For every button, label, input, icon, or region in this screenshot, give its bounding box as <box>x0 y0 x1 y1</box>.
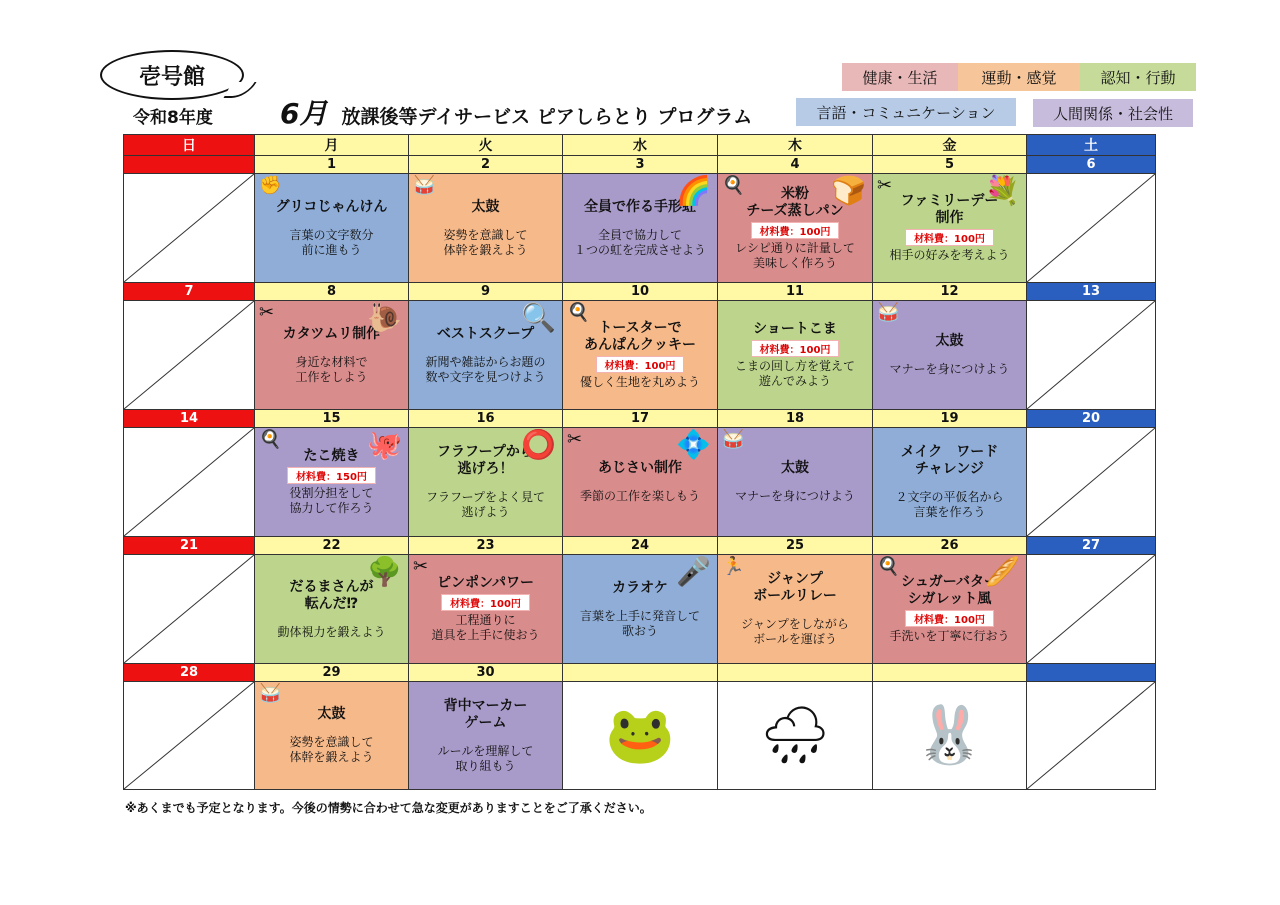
material-fee-badge: 材料費：100円 <box>905 610 994 627</box>
date-number: 26 <box>873 537 1027 555</box>
date-number: 15 <box>255 410 409 428</box>
activity-description: ２文字の平仮名から 言葉を作ろう <box>895 490 1004 519</box>
date-number: 9 <box>409 283 563 301</box>
activity-name: ピンポンパワー <box>436 575 535 591</box>
date-row <box>124 156 1156 174</box>
date-number: 13 <box>1027 283 1156 301</box>
date-number: 10 <box>563 283 718 301</box>
date-row <box>124 537 1156 555</box>
date-number: 28 <box>124 664 255 682</box>
scissors-icon: ✂ <box>877 175 893 196</box>
activity-name: ファミリーデー 制作 <box>900 193 999 226</box>
activity-cell <box>255 682 409 790</box>
illustration-cell <box>718 682 873 790</box>
activity-description: 全員で協力して １つの虹を完成させよう <box>573 227 706 257</box>
weekday-header: 日 <box>124 135 255 156</box>
activity-cell <box>563 555 718 664</box>
drum-icon: 🥁 <box>877 302 900 323</box>
pan-icon: 🍳 <box>567 302 590 323</box>
activity-name: 全員で作る手形虹 <box>584 198 696 215</box>
diagonal-line <box>1027 555 1155 663</box>
activity-description: レシピ通りに計量して 美味しく作ろう <box>735 240 855 270</box>
pan-icon: 🍳 <box>877 556 900 577</box>
activity-description: 言葉を上手に発音して 歌おう <box>579 608 700 638</box>
date-number <box>718 664 873 682</box>
activity-name: カラオケ <box>612 579 668 596</box>
weekday-header: 土 <box>1027 135 1156 156</box>
pan-illustration-icon: 🐙 <box>367 428 402 461</box>
activity-row <box>124 682 1156 790</box>
activity-name: 太鼓 <box>781 460 809 476</box>
activity-name: グリコじゃんけん <box>275 198 388 215</box>
activity-description: 役割分担をして 協力して作ろう <box>289 486 374 515</box>
date-number: 7 <box>124 283 255 301</box>
material-fee-badge: 材料費：150円 <box>287 467 376 484</box>
activity-name: たこ焼き <box>303 448 360 464</box>
activity-name: ジャンプ ボールリレー <box>753 571 837 604</box>
no-service-cell <box>124 555 255 664</box>
activity-cell <box>255 555 409 664</box>
date-number: 22 <box>255 537 409 555</box>
scissors-illustration-icon: 🐌 <box>367 301 402 334</box>
date-number: 17 <box>563 410 718 428</box>
date-number: 29 <box>255 664 409 682</box>
activity-name: カタツムリ制作 <box>282 325 381 342</box>
diagonal-line <box>1027 682 1155 789</box>
activity-name: シュガーバター シガレット風 <box>900 574 999 607</box>
date-number: 12 <box>873 283 1027 301</box>
pan-illustration-icon: 🍞 <box>831 174 866 207</box>
activity-description: 姿勢を意識して 体幹を鍛えよう <box>289 735 374 764</box>
no-service-cell <box>124 682 255 790</box>
date-number: 30 <box>409 664 563 682</box>
activity-description: ルールを理解して 取り組もう <box>437 743 534 773</box>
program-title: 放課後等デイサービス ピアしらとり プログラム <box>341 106 753 128</box>
date-number: 14 <box>124 410 255 428</box>
no-service-cell <box>124 301 255 410</box>
rain-frog-illustration: 🐸 <box>605 702 675 768</box>
activity-name: ベストスクープ <box>436 325 535 342</box>
rabbit-window-illustration: 🐰 <box>914 702 985 768</box>
diagonal-line <box>124 301 254 409</box>
activity-cell <box>255 428 409 537</box>
activity-name: だるまさんが 転んだ⁉ <box>289 578 374 612</box>
weekday-header-row <box>124 135 1156 156</box>
date-row <box>124 283 1156 301</box>
date-number: 25 <box>718 537 873 555</box>
date-number: 1 <box>255 156 409 174</box>
date-number <box>124 156 255 174</box>
activity-cell <box>563 174 718 283</box>
date-number <box>1027 664 1156 682</box>
legend-movement: 運動・感覚 <box>958 63 1080 91</box>
hydrangea-rain-illustration: 🌧 <box>759 702 831 768</box>
activity-row <box>124 555 1156 664</box>
singing-kids-illustration-icon: 🎤 <box>676 555 711 588</box>
activity-name: ショートこま <box>753 321 837 337</box>
facility-name: 壱号館 <box>138 64 205 90</box>
date-number <box>873 664 1027 682</box>
date-number: 2 <box>409 156 563 174</box>
activity-description: マナーを身につけよう <box>889 362 1010 376</box>
weekday-header: 水 <box>563 135 718 156</box>
legend-cognition: 認知・行動 <box>1080 63 1196 91</box>
janken-hands-icon: ✊ <box>259 175 282 196</box>
activity-cell <box>409 682 563 790</box>
weekday-header: 木 <box>718 135 873 156</box>
weekday-header: 火 <box>409 135 563 156</box>
page-title <box>280 92 752 132</box>
date-number: 19 <box>873 410 1027 428</box>
weekday-header: 月 <box>255 135 409 156</box>
fiscal-year: 令和8年度 <box>133 108 213 128</box>
activity-description: 手洗いを丁寧に行おう <box>889 629 1010 643</box>
activity-cell <box>255 301 409 410</box>
magnifier-illustration-icon: 🔍 <box>521 301 556 334</box>
no-service-cell <box>1027 428 1156 537</box>
diagonal-line <box>124 428 254 536</box>
calendar-grid <box>123 134 1156 790</box>
activity-name: 太鼓 <box>471 198 500 215</box>
footnote: ※あくまでも予定となります。今後の情勢に合わせて急な変更がありますことをご了承ください。 <box>125 801 652 815</box>
activity-name: 太鼓 <box>935 333 964 349</box>
diagonal-line <box>124 174 254 282</box>
legend-health: 健康・生活 <box>842 63 958 91</box>
date-row <box>124 410 1156 428</box>
scissors-illustration-icon: 💐 <box>985 174 1020 207</box>
activity-cell <box>563 301 718 410</box>
activity-cell <box>873 301 1027 410</box>
activity-name: メイク ワード チャレンジ <box>900 444 999 477</box>
activity-row <box>124 428 1156 537</box>
activity-cell <box>718 301 873 410</box>
facility-bubble <box>100 50 244 100</box>
date-number: 6 <box>1027 156 1156 174</box>
activity-row <box>124 301 1156 410</box>
material-fee-badge: 材料費：100円 <box>596 356 685 373</box>
activity-cell <box>409 174 563 283</box>
scissors-icon: ✂ <box>259 302 275 323</box>
activity-row <box>124 174 1156 283</box>
activity-name: 背中マーカー ゲーム <box>443 697 528 731</box>
activity-description: 新聞や雑誌からお題の 数や文字を見つけよう <box>425 354 546 384</box>
illustration-cell <box>563 682 718 790</box>
activity-cell <box>873 555 1027 664</box>
pan-icon: 🍳 <box>259 429 282 450</box>
date-number: 21 <box>124 537 255 555</box>
activity-cell <box>563 428 718 537</box>
date-number: 11 <box>718 283 873 301</box>
activity-cell <box>718 174 873 283</box>
activity-description: フラフープをよく見て 逃げよう <box>425 490 546 519</box>
activity-name: フラフープから 逃げろ！ <box>437 444 534 477</box>
scissors-icon: ✂ <box>567 429 583 450</box>
date-number <box>563 664 718 682</box>
activity-description: マナーを身につけよう <box>735 489 855 503</box>
activity-description: 身近な材料で 工作をしよう <box>295 354 368 384</box>
material-fee-badge: 材料費：100円 <box>441 594 530 611</box>
activity-cell <box>873 428 1027 537</box>
no-service-cell <box>1027 682 1156 790</box>
illustration-cell <box>873 682 1027 790</box>
pan-illustration-icon: 🥖 <box>985 555 1020 588</box>
activity-name: 米粉 チーズ蒸しパン <box>746 185 844 219</box>
scissors-icon: ✂ <box>413 556 429 577</box>
weekday-header: 金 <box>873 135 1027 156</box>
activity-description: 優しく生地を丸めよう <box>579 375 700 389</box>
activity-name: あじさい制作 <box>598 460 682 476</box>
material-fee-badge: 材料費：100円 <box>905 229 994 246</box>
date-number: 16 <box>409 410 563 428</box>
diagonal-line <box>124 682 254 789</box>
activity-cell <box>718 555 873 664</box>
activity-cell <box>409 428 563 537</box>
diagonal-line <box>124 555 254 663</box>
rainbow-illustration-icon: 🌈 <box>676 174 711 207</box>
no-service-cell <box>124 428 255 537</box>
pan-icon: 🍳 <box>722 175 745 196</box>
activity-description: 動体視力を鍛えよう <box>277 624 386 639</box>
date-number: 3 <box>563 156 718 174</box>
no-service-cell <box>124 174 255 283</box>
no-service-cell <box>1027 174 1156 283</box>
date-number: 4 <box>718 156 873 174</box>
date-number: 20 <box>1027 410 1156 428</box>
activity-description: ジャンプをしながら ボールを運ぼう <box>741 617 849 646</box>
activity-cell <box>718 428 873 537</box>
diagonal-line <box>1027 301 1155 409</box>
diagonal-line <box>1027 428 1155 536</box>
activity-cell <box>409 555 563 664</box>
date-number: 18 <box>718 410 873 428</box>
activity-description: 姿勢を意識して 体幹を鍛えよう <box>443 227 528 257</box>
date-number: 8 <box>255 283 409 301</box>
activity-description: こまの回し方を覚えて 遊んでみよう <box>734 359 855 388</box>
drum-icon: 🥁 <box>259 683 282 704</box>
activity-description: 工程通りに 道具を上手に使おう <box>431 613 540 642</box>
no-service-cell <box>1027 301 1156 410</box>
activity-cell <box>873 174 1027 283</box>
drum-icon: 🥁 <box>722 429 745 450</box>
date-number: 5 <box>873 156 1027 174</box>
hula-hoop-illustration-icon: ⭕ <box>521 428 556 461</box>
activity-name: 太鼓 <box>317 706 346 722</box>
legend-language: 言語・コミュニケーション <box>796 98 1016 126</box>
diagonal-line <box>1027 174 1155 282</box>
activity-cell <box>409 301 563 410</box>
activity-description: 言葉の文字数分 前に進もう <box>289 227 374 257</box>
activity-cell <box>255 174 409 283</box>
jumping-kid-icon: 🏃 <box>722 556 745 577</box>
date-row <box>124 664 1156 682</box>
drum-icon: 🥁 <box>413 175 436 196</box>
no-service-cell <box>1027 555 1156 664</box>
legend-relationships: 人間関係・社会性 <box>1033 99 1193 127</box>
material-fee-badge: 材料費：100円 <box>751 222 840 239</box>
activity-name: トースターで あんぱんクッキー <box>584 320 696 353</box>
scissors-illustration-icon: 💠 <box>676 428 711 461</box>
date-number: 27 <box>1027 537 1156 555</box>
date-number: 24 <box>563 537 718 555</box>
activity-description: 季節の工作を楽しもう <box>579 489 700 503</box>
month-label: 6月 <box>280 97 328 130</box>
activity-description: 相手の好みを考えよう <box>889 248 1010 262</box>
tree-kids-illustration-icon: 🌳 <box>367 555 402 588</box>
date-number: 23 <box>409 537 563 555</box>
material-fee-badge: 材料費：100円 <box>751 340 840 357</box>
